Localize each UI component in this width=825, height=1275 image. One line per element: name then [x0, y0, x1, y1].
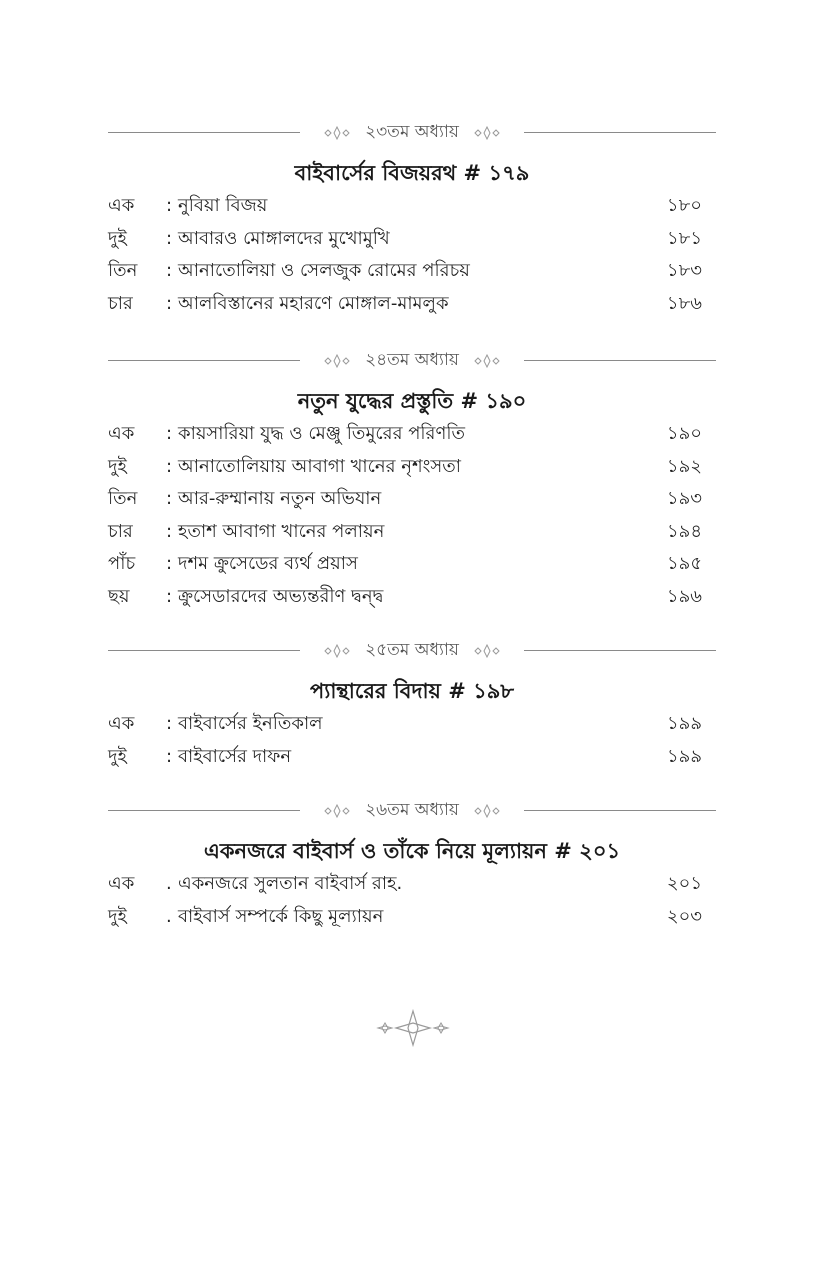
chapter-label: ২৩তম অধ্যায়: [365, 122, 459, 142]
divider-rule-right: [524, 360, 716, 361]
entry-title: বাইবার্স সম্পর্কে কিছু মূল্যায়ন: [178, 905, 384, 927]
entry-page: ১৯৫: [666, 553, 702, 574]
entry-page: ২০৩: [666, 905, 702, 927]
diamond-star-ornament-icon: [317, 804, 357, 818]
entry-number: দুই: [108, 227, 127, 249]
chapter-title: প্যান্থারের বিদায় # ১৯৮: [309, 679, 515, 703]
entry-number: এক: [108, 873, 135, 894]
entry-page: ১৮০: [666, 195, 702, 216]
toc-row[interactable]: [108, 741, 716, 774]
entry-separator: :: [166, 423, 173, 444]
toc-row[interactable]: [108, 483, 716, 516]
divider-rule-left: [108, 810, 300, 811]
diamond-star-ornament-icon: [467, 644, 507, 658]
chapter-title: একনজরে বাইবার্স ও তাঁকে নিয়ে মূল্যায়ন # ২০১: [203, 839, 621, 863]
toc-row[interactable]: [108, 418, 716, 451]
entry-page: ১৯৬: [666, 585, 702, 607]
chapter-divider: [108, 346, 716, 376]
entry-number: এক: [108, 713, 135, 734]
entry-separator: :: [166, 488, 173, 509]
entry-separator: :: [166, 745, 173, 767]
entry-separator: :: [166, 520, 173, 542]
entry-title: নুবিয়া বিজয়: [178, 195, 268, 216]
toc-row[interactable]: [108, 581, 716, 614]
entry-page: ১৮১: [666, 227, 702, 249]
entry-page: ১৯৪: [666, 520, 702, 542]
chapter-label: ২৪তম অধ্যায়: [365, 350, 459, 370]
toc-row[interactable]: [108, 288, 716, 321]
chapter-divider: [108, 796, 716, 826]
diamond-star-ornament-icon: [467, 126, 507, 140]
entry-number: চার: [108, 292, 133, 314]
entry-title: আর-রুম্মানায় নতুন অভিযান: [178, 488, 382, 509]
toc-row[interactable]: [108, 868, 716, 901]
entry-title: ক্রুসেডারদের অভ্যন্তরীণ দ্বন্দ্ব: [178, 585, 384, 607]
entry-title: আবারও মোঙ্গালদের মুখোমুখি: [178, 227, 390, 249]
entry-separator: .: [166, 873, 172, 894]
entry-separator: :: [166, 553, 173, 574]
four-point-star-ornament-icon: [370, 1008, 456, 1048]
chapter-26: [108, 796, 716, 933]
divider-rule-left: [108, 360, 300, 361]
entry-page: ১৯৯: [666, 745, 702, 767]
entry-separator: :: [166, 195, 173, 216]
entry-separator: :: [166, 227, 173, 249]
entry-number: এক: [108, 423, 135, 444]
entry-number: দুই: [108, 455, 127, 477]
entry-title: একনজরে সুলতান বাইবার্স রাহ.: [178, 873, 403, 894]
entry-number: চার: [108, 520, 133, 542]
entry-number: পাঁচ: [108, 553, 136, 574]
toc-row[interactable]: [108, 223, 716, 256]
entry-number: ছয়: [108, 585, 130, 607]
chapter-25: [108, 636, 716, 773]
entry-title: আনাতোলিয়ায় আবাগা খানের নৃশংসতা: [178, 455, 461, 477]
chapter-label: ২৬তম অধ্যায়: [365, 800, 459, 820]
entry-number: দুই: [108, 745, 127, 767]
diamond-star-ornament-icon: [467, 804, 507, 818]
entry-title: কায়সারিয়া যুদ্ধ ও মেঞ্জু তিমুরের পরিণতি: [178, 423, 465, 444]
entry-title: দশম ক্রুসেডের ব্যর্থ প্রয়াস: [178, 553, 358, 574]
divider-rule-right: [524, 650, 716, 651]
entry-separator: :: [166, 260, 173, 281]
chapter-title: বাইবার্সের বিজয়রথ # ১৭৯: [294, 161, 530, 185]
diamond-star-ornament-icon: [317, 644, 357, 658]
toc-row[interactable]: [108, 548, 716, 581]
entry-title: বাইবার্সের দাফন: [178, 745, 292, 767]
diamond-star-ornament-icon: [467, 354, 507, 368]
chapter-24: [108, 346, 716, 613]
entry-title: বাইবার্সের ইনতিকাল: [178, 713, 323, 734]
chapter-title: নতুন যুদ্ধের প্রস্তুতি # ১৯০: [297, 389, 527, 413]
diamond-star-ornament-icon: [317, 126, 357, 140]
entry-page: ১৮৩: [666, 260, 702, 281]
entry-page: ১৯০: [666, 423, 702, 444]
entry-title: আলবিস্তানের মহারণে মোঙ্গাল-মামলুক: [178, 292, 449, 314]
entry-number: তিন: [108, 260, 138, 281]
divider-rule-right: [524, 810, 716, 811]
divider-rule-left: [108, 132, 300, 133]
toc-row[interactable]: [108, 451, 716, 484]
chapter-divider: [108, 636, 716, 666]
toc-row[interactable]: [108, 190, 716, 223]
entry-page: ১৯৩: [666, 488, 702, 509]
toc-row[interactable]: [108, 516, 716, 549]
chapter-label: ২৫তম অধ্যায়: [365, 640, 459, 660]
chapter-23: [108, 118, 716, 320]
diamond-star-ornament-icon: [317, 354, 357, 368]
entry-page: ১৯২: [666, 455, 702, 477]
toc-row[interactable]: [108, 901, 716, 934]
divider-rule-left: [108, 650, 300, 651]
toc-row[interactable]: [108, 255, 716, 288]
entry-title: হতাশ আবাগা খানের পলায়ন: [178, 520, 385, 542]
entry-page: ১৮৬: [666, 292, 702, 314]
entry-separator: :: [166, 455, 173, 477]
entry-number: তিন: [108, 488, 138, 509]
entry-separator: :: [166, 585, 173, 607]
entry-separator: :: [166, 713, 173, 734]
toc-row[interactable]: [108, 708, 716, 741]
entry-number: এক: [108, 195, 135, 216]
entry-page: ১৯৯: [666, 713, 702, 734]
entry-title: আনাতোলিয়া ও সেলজুক রোমের পরিচয়: [178, 260, 470, 281]
entry-separator: .: [166, 905, 172, 927]
divider-rule-right: [524, 132, 716, 133]
entry-number: দুই: [108, 905, 127, 927]
chapter-divider: [108, 118, 716, 148]
entry-separator: :: [166, 292, 173, 314]
entry-page: ২০১: [666, 873, 702, 894]
